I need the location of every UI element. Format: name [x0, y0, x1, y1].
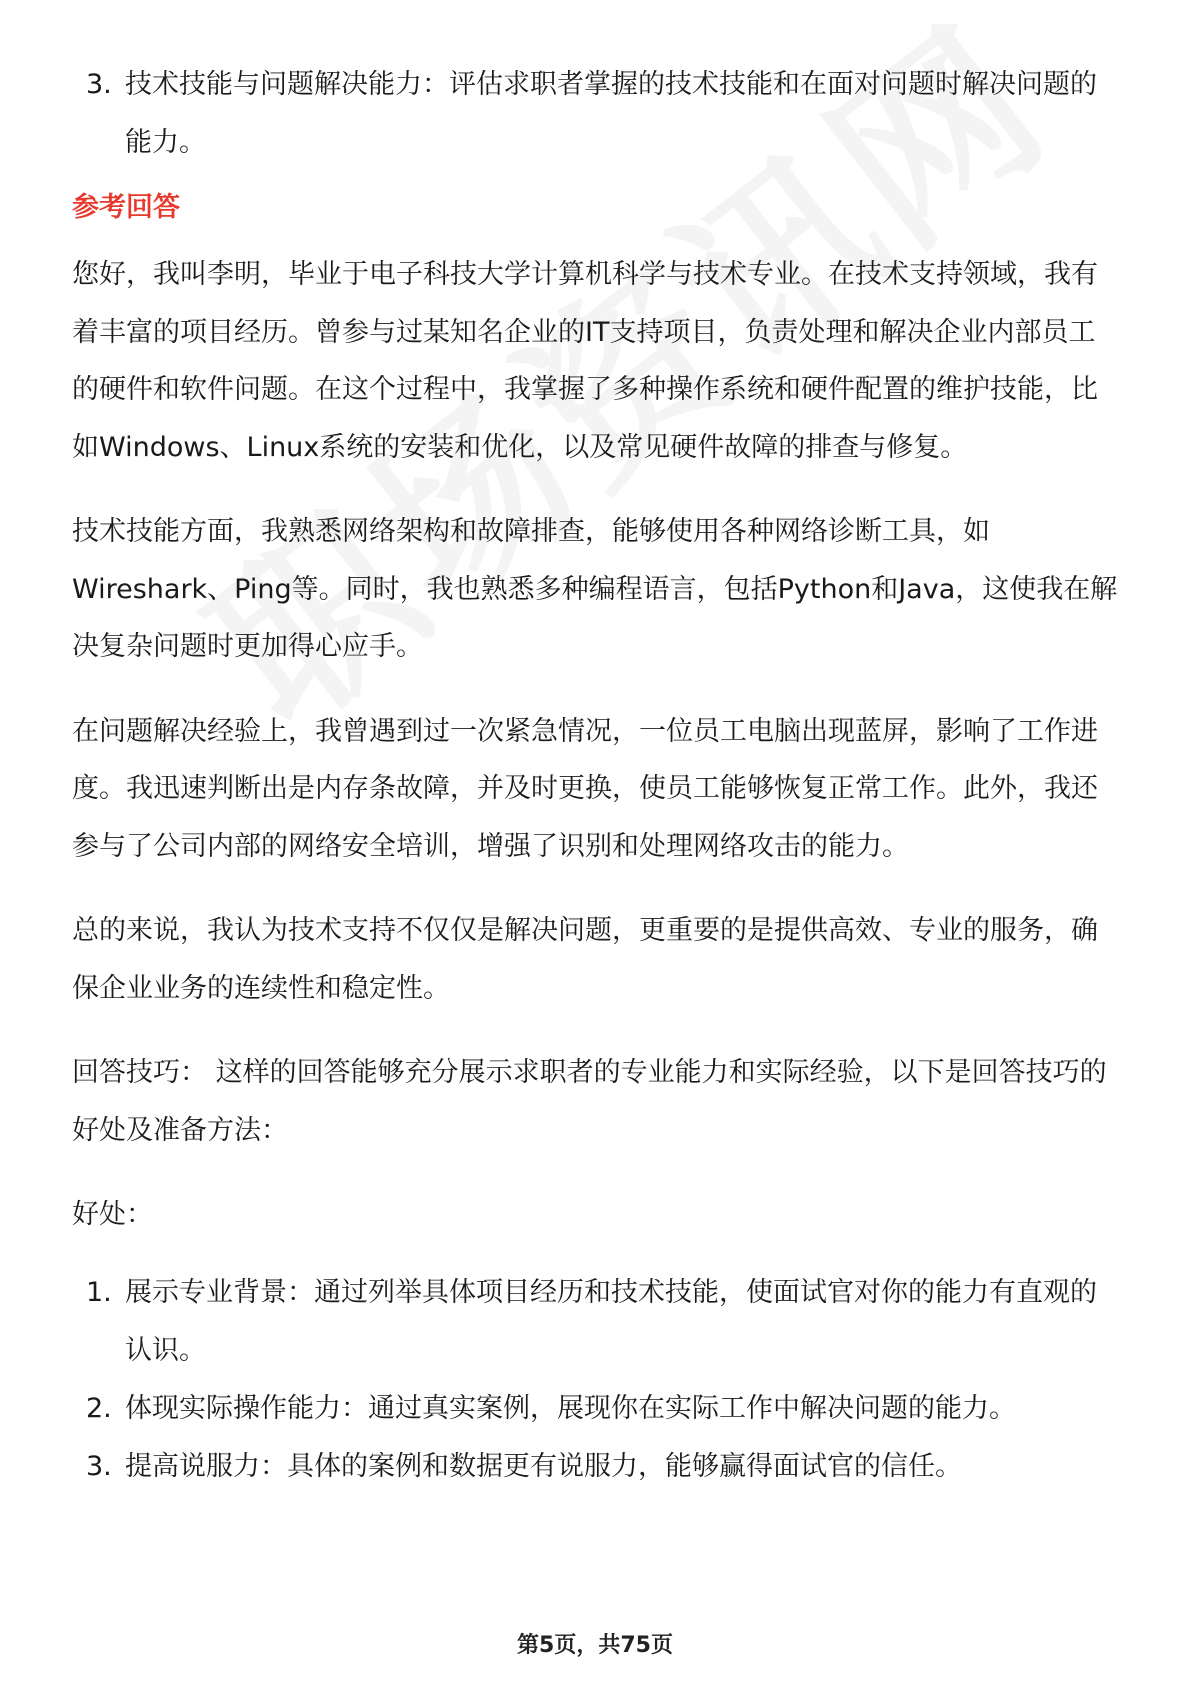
- list-number: 3.: [86, 1450, 112, 1482]
- paragraph-intro: 您好，我叫李明，毕业于电子科技大学计算机科学与技术专业。在技术支持领域，我有着丰富的项目经历。曾参与过某知名企业的IT支持项目，负责处理和解决企业内部员工的硬件和软件问题。在这个过程中，我掌握了多种操作系统和硬件配置的维护技能，比如Windows、Linux系统的安装和优化，以及常见硬件故障的排查与修复。: [72, 259, 1098, 463]
- list-item: [72, 1438, 1122, 1496]
- list-text: 提高说服力：具体的案例和数据更有说服力，能够赢得面试官的信任。: [125, 1450, 962, 1482]
- paragraph-tips: 回答技巧： 这样的回答能够充分展示求职者的专业能力和实际经验，以下是回答技巧的好处及准备方法：: [72, 1057, 1107, 1146]
- paragraph-benefits-label: 好处：: [72, 1199, 153, 1230]
- list-number: 1.: [86, 1276, 112, 1308]
- paragraph-experience: 在问题解决经验上，我曾遇到过一次紧急情况，一位员工电脑出现蓝屏，影响了工作进度。我迅速判断出是内存条故障，并及时更换，使员工能够恢复正常工作。此外，我还参与了公司内部的网络安全培训，增强了识别和处理网络攻击的能力。: [72, 715, 1098, 862]
- page-footer: 第5页，共75页: [517, 1633, 673, 1658]
- paragraph-skills: 技术技能方面，我熟悉网络架构和故障排查，能够使用各种网络诊断工具，如Wireshark、Ping等。同时，我也熟悉多种编程语言，包括Python和Java，这使我在解决复杂问题时更加得心应手。: [72, 516, 1118, 662]
- paragraph-summary: 总的来说，我认为技术支持不仅仅是解决问题，更重要的是提供高效、专业的服务，确保企业业务的连续性和稳定性。: [72, 915, 1098, 1004]
- list-text: 展示专业背景：通过列举具体项目经历和技术技能，使面试官对你的能力有直观的认识。: [125, 1276, 1097, 1366]
- list-item: [72, 56, 1122, 172]
- list-text: 体现实际操作能力：通过真实案例，展现你在实际工作中解决问题的能力。: [125, 1392, 1016, 1424]
- criteria-list: [72, 56, 1122, 172]
- list-number: 2.: [86, 1392, 112, 1424]
- list-number: 3.: [86, 69, 112, 100]
- answer-heading: 参考回答: [72, 192, 180, 223]
- list-item: [72, 1264, 1122, 1380]
- page-content: [72, 56, 1122, 1496]
- list-item: [72, 1380, 1122, 1438]
- benefits-list: [72, 1264, 1122, 1496]
- list-text: 技术技能与问题解决能力：评估求职者掌握的技术技能和在面对问题时解决问题的能力。: [125, 69, 1097, 158]
